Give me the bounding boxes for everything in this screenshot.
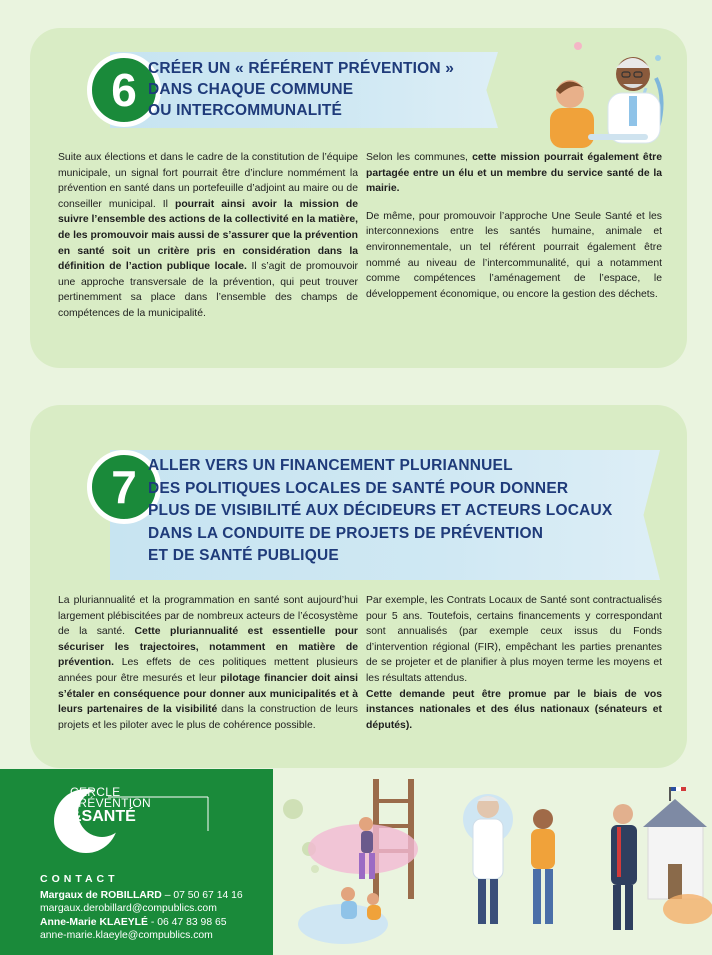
contact-1-email[interactable]: margaux.derobillard@compublics.com: [40, 903, 217, 914]
section-6-title-line: CRÉER UN « RÉFÉRENT PRÉVENTION »: [148, 60, 455, 77]
body-text: La pluriannualité et la programmation en santé sont aujourd’hui largement plébiscitées par de nombreux acteurs de l’écosystème de la santé.: [58, 595, 358, 638]
body-text-bold: Cette pluriannualité est essentielle pour sécuriser les trajectoires, notamment en matière de prévention.: [58, 626, 358, 669]
section-7-title-line: PLUS DE VISIBILITÉ AUX DÉCIDEURS ET ACTEURS LOCAUX: [148, 502, 613, 519]
section-6-title-line: DANS CHAQUE COMMUNE: [148, 81, 354, 98]
section-7-number-badge: 7: [87, 450, 161, 524]
doctor-patient-illustration-icon: [508, 38, 678, 148]
footer-contact-panel: [0, 769, 273, 955]
contact-block: [40, 873, 243, 943]
section-7-left-paragraph: [58, 593, 358, 733]
contact-1-phone[interactable]: – 07 50 67 14 16: [161, 889, 243, 901]
logo-wordmark: [70, 787, 151, 825]
section-7-title-line: ET DE SANTÉ PUBLIQUE: [148, 547, 339, 564]
contact-2-line: [40, 916, 243, 930]
section-7-right-column: [366, 593, 662, 745]
body-text: Il s’agit de promouvoir une approche transversale de la prévention, qui peut trouver pertinemment sa place dans l’ensemble des champs de compétences de la municipalité.: [58, 261, 358, 319]
body-text: dans la construction de leurs projets et les piloter avec le plus de cohérence possible.: [58, 704, 358, 731]
section-6-right-column: [366, 150, 662, 314]
contact-2-email[interactable]: anne-marie.klaeyle@compublics.com: [40, 930, 213, 941]
contact-2-phone[interactable]: - 06 47 83 98 65: [147, 916, 227, 928]
community-illustration-icon: [273, 769, 712, 955]
section-6-number-badge: 6: [87, 53, 161, 127]
section-7-title-line: ALLER VERS UN FINANCEMENT PLURIANNUEL: [148, 457, 513, 474]
contact-1-name: Margaux de ROBILLARD: [40, 889, 162, 901]
section-7-title-line: DES POLITIQUES LOCALES DE SANTÉ POUR DONNER: [148, 479, 569, 497]
section-7-title-line: DANS LA CONDUITE DE PROJETS DE PRÉVENTION: [148, 524, 544, 542]
logo-line: &SANTÉ: [70, 808, 136, 825]
section-7-right-paragraph: Par exemple, les Contrats Locaux de Santé sont contractualisés pour 5 ans. Toutefois, certains financements y correspondant sont annualisés (par exemple ceux issus du Fonds d’intervention régional (FIR), empêchant les parties prenantes de se projeter et de planifier à plus moyen terme les moyens et les résultats attendus.: [366, 595, 662, 684]
contact-2-name: Anne-Marie KLAEYLÉ: [40, 916, 148, 928]
section-7-title: [148, 455, 658, 568]
body-text-bold: pilotage financier doit ainsi s’étaler en conséquence pour donner aux municipalités et à leurs partenaires de la visibilité: [58, 672, 358, 716]
section-7-right-paragraph: [366, 687, 662, 734]
section-6-left-column: [58, 150, 358, 334]
section-6-card: [30, 28, 687, 368]
section-6-title: [148, 58, 488, 121]
logo-line: CERCLE: [70, 785, 121, 799]
section-6-right-paragraph: De même, pour promouvoir l’approche Une Seule Santé et les interconnexions entre les santés humaine, animale et environnementale, un tel référent pourrait également être nommé au niveau de l’intercommunalité, qui a notamment comme compétences l’aménagement de l’espace, le développement économique, ou encore la gestion des déchets.: [366, 210, 662, 300]
section-6-left-paragraph: [58, 150, 358, 322]
section-6-right-paragraph: [366, 150, 662, 197]
body-text: Les effets de ces politiques mettent plusieurs années pour être mesurés et leur: [58, 657, 358, 684]
contact-1-line: [40, 889, 243, 903]
contact-heading: CONTACT: [40, 873, 119, 885]
body-text: Selon les communes,: [366, 152, 473, 163]
logo-line: PRÉVENTION: [70, 796, 152, 810]
section-6-title-line: OU INTERCOMMUNALITÉ: [148, 102, 343, 119]
body-text: Suite aux élections et dans le cadre de la constitution de l’équipe municipale, un signal fort pourrait être d’inclure nommément la prévention en santé dans un portefeuille d’adjoint au maire ou de conseiller municipal. Il: [58, 152, 358, 210]
body-text-bold: pourrait ainsi avoir la mission de suivre l’ensemble des actions de la collectivité en la matière, de les promouvoir mais aussi de s’assurer que la prévention en santé soit un critère pris en considération dans la définition de l’action publique locale.: [58, 198, 358, 273]
section-7-card: [30, 405, 687, 768]
section-7-left-column: [58, 593, 358, 745]
body-text-bold: Cette demande peut être promue par le biais de vos instances nationales et des élus nationaux (sénateurs et députés).: [366, 688, 662, 731]
body-text-bold: cette mission pourrait également être partagée entre un élu et un membre du service santé de la mairie.: [366, 152, 662, 195]
